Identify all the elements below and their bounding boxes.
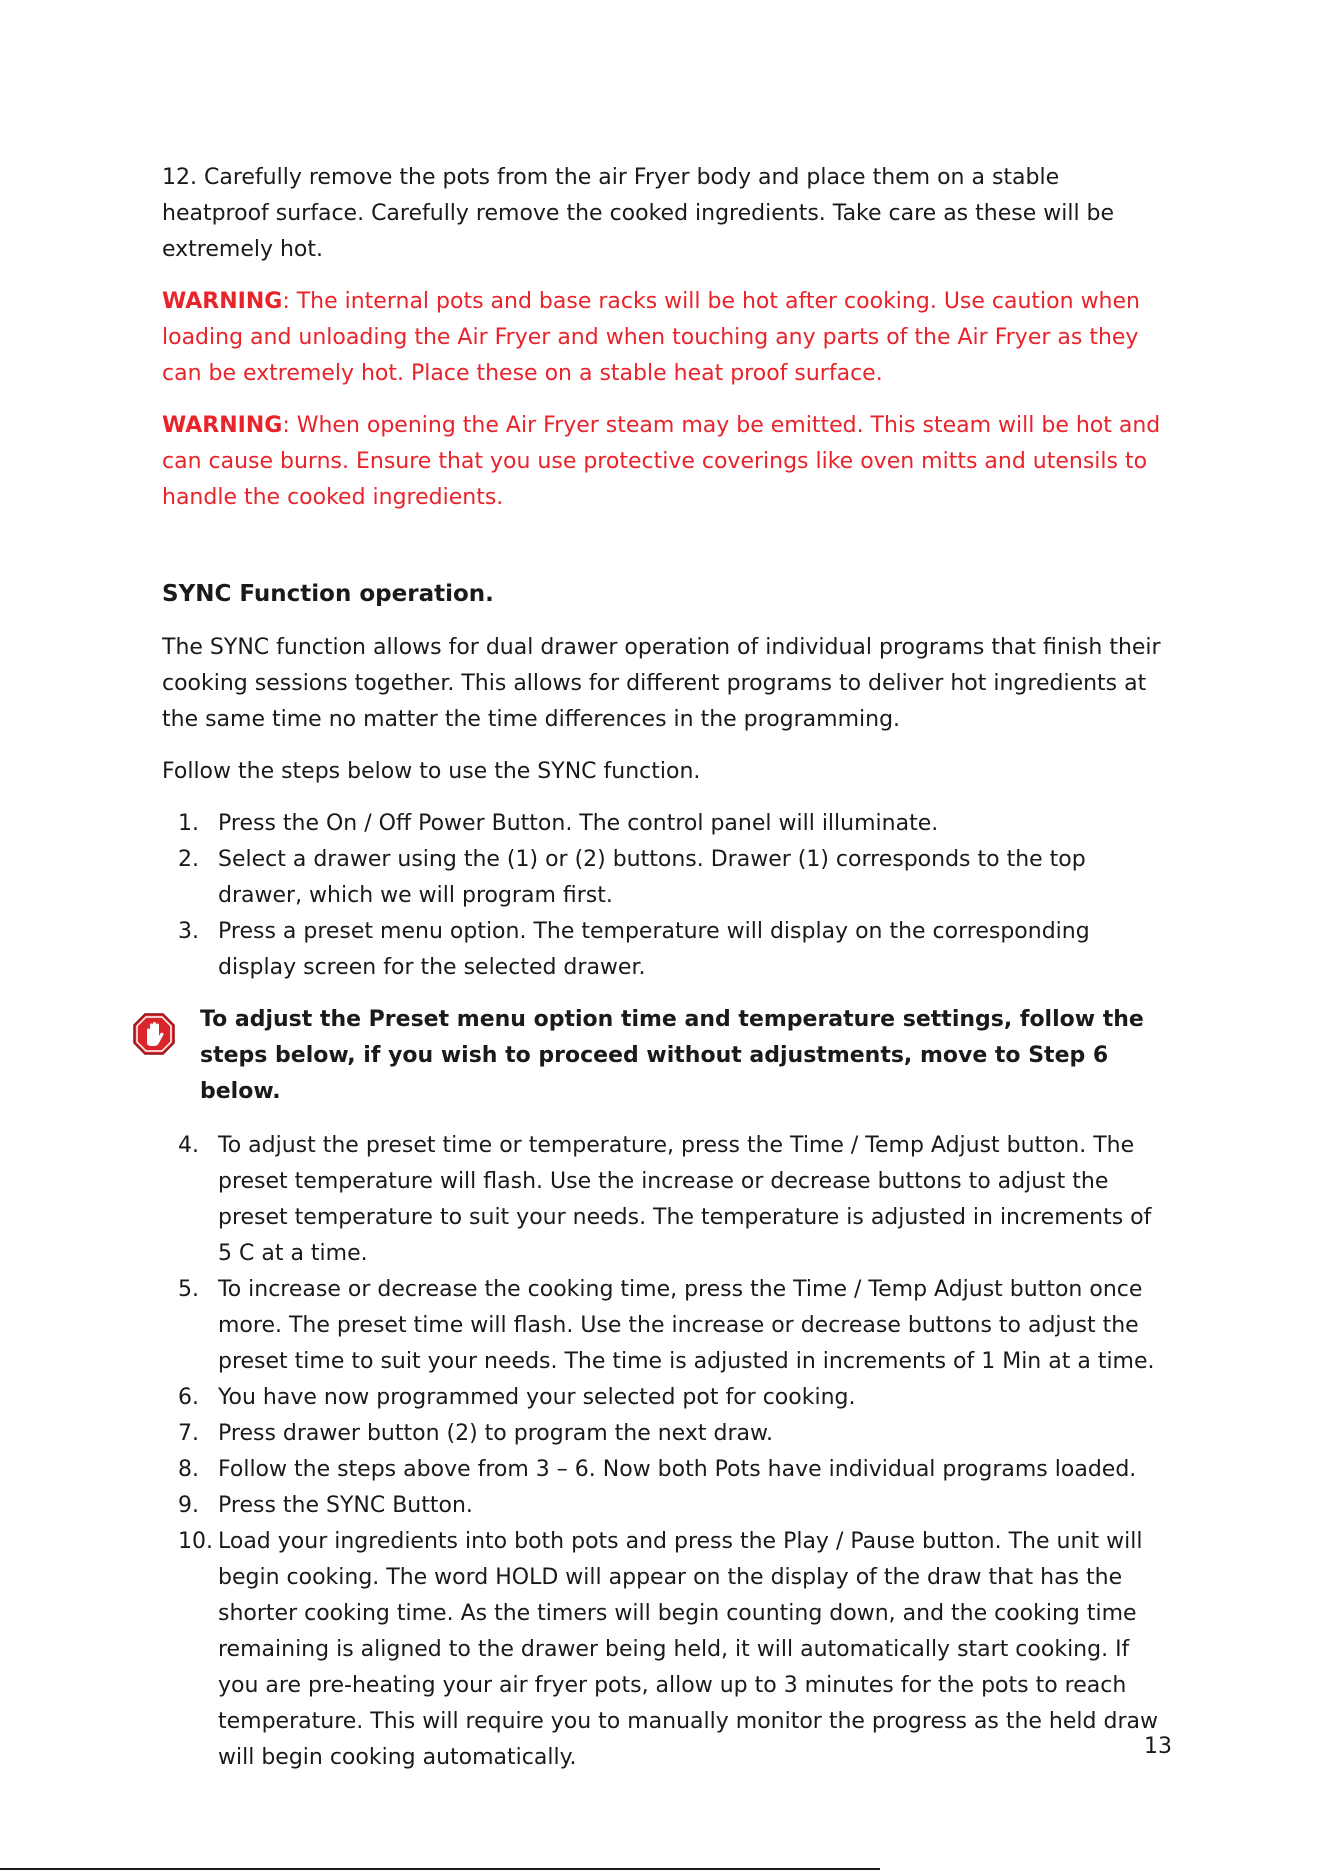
list-item <box>162 842 1172 914</box>
list-item <box>162 806 1172 842</box>
step-text: Press drawer button (2) to program the next draw. <box>218 1421 773 1446</box>
list-item <box>162 1380 1172 1416</box>
section-title: SYNC Function operation. <box>162 581 494 607</box>
section-intro: The SYNC function allows for dual drawer operation of individual programs that finish their cooking sessions together. This allows for different programs to deliver hot ingredients at the same time no matter the time differences in the programming. <box>162 635 1161 732</box>
step-text: You have now programmed your selected pot for cooking. <box>218 1385 856 1410</box>
list-item <box>162 914 1172 986</box>
step-number: 4. <box>178 1133 199 1158</box>
step-text: Load your ingredients into both pots and press the Play / Pause button. The unit will begin cooking. The word HOLD will appear on the display of the draw that has the shorter cooking time. As the timers will begin counting down, and the cooking time remaining is aligned to the drawer being held, it will automatically start cooking. If you are pre-heating your air fryer pots, allow up to 3 minutes for the pots to reach temperature. This will require you to manually monitor the progress as the held draw will begin cooking automatically. <box>218 1529 1158 1770</box>
warning-label: WARNING <box>162 413 283 438</box>
intro-step: 12. Carefully remove the pots from the air Fryer body and place them on a stable heatproof surface. Carefully remove the cooked ingredients. Take care as these will be extremely hot. <box>162 165 1115 262</box>
warning-text: : The internal pots and base racks will be hot after cooking. Use caution when loading and unloading the Air Fryer and when touching any parts of the Air Fryer as they can be extremely hot. Place these on a stable heat proof surface. <box>162 289 1140 386</box>
step-text: Follow the steps above from 3 – 6. Now both Pots have individual programs loaded. <box>218 1457 1137 1482</box>
step-number: 10. <box>178 1529 213 1554</box>
list-item <box>162 1272 1172 1380</box>
stop-hand-icon <box>132 1012 176 1056</box>
page-content <box>162 160 1172 1776</box>
step-number: 2. <box>178 847 199 872</box>
note-text: To adjust the Preset menu option time and temperature settings, follow the steps below, if you wish to proceed without adjustments, move to Step 6 below. <box>200 1007 1144 1104</box>
step-number: 9. <box>178 1493 199 1518</box>
follow-instructions: Follow the steps below to use the SYNC function. <box>162 759 701 784</box>
list-item <box>162 1416 1172 1452</box>
step-text: Press the On / Off Power Button. The control panel will illuminate. <box>218 811 939 836</box>
step-text: Press the SYNC Button. <box>218 1493 473 1518</box>
step-text: To adjust the preset time or temperature, press the Time / Temp Adjust button. The preset temperature will flash. Use the increase or decrease buttons to adjust the preset temperature to suit your needs. The temperature is adjusted in increments of 5 C at a time. <box>218 1133 1152 1266</box>
list-item <box>162 1128 1172 1272</box>
step-text: Press a preset menu option. The temperature will display on the corresponding display screen for the selected drawer. <box>218 919 1090 980</box>
warning-paragraph-1 <box>162 284 1172 392</box>
warning-text: : When opening the Air Fryer steam may be emitted. This steam will be hot and can cause burns. Ensure that you use protective coverings like oven mitts and utensils to handle the cooked ingredients. <box>162 413 1161 510</box>
step-number: 7. <box>178 1421 199 1446</box>
step-text: Select a drawer using the (1) or (2) buttons. Drawer (1) corresponds to the top drawer, which we will program first. <box>218 847 1086 908</box>
adjustment-note <box>162 1002 1172 1110</box>
warning-label: WARNING <box>162 289 283 314</box>
step-number: 8. <box>178 1457 199 1482</box>
step-number: 3. <box>178 919 199 944</box>
step-number: 1. <box>178 811 199 836</box>
step-number: 5. <box>178 1277 199 1302</box>
step-number: 6. <box>178 1385 199 1410</box>
list-item <box>162 1488 1172 1524</box>
page-number: 13 <box>1144 1734 1172 1759</box>
warning-paragraph-2 <box>162 408 1172 516</box>
steps-list-b <box>162 1128 1172 1776</box>
step-text: To increase or decrease the cooking time, press the Time / Temp Adjust button once more. The preset time will flash. Use the increase or decrease buttons to adjust the preset time to suit your needs. The time is adjusted in increments of 1 Min at a time. <box>218 1277 1155 1374</box>
list-item <box>162 1452 1172 1488</box>
list-item <box>162 1524 1172 1776</box>
steps-list-a <box>162 806 1172 986</box>
footer-rule <box>0 1868 880 1870</box>
